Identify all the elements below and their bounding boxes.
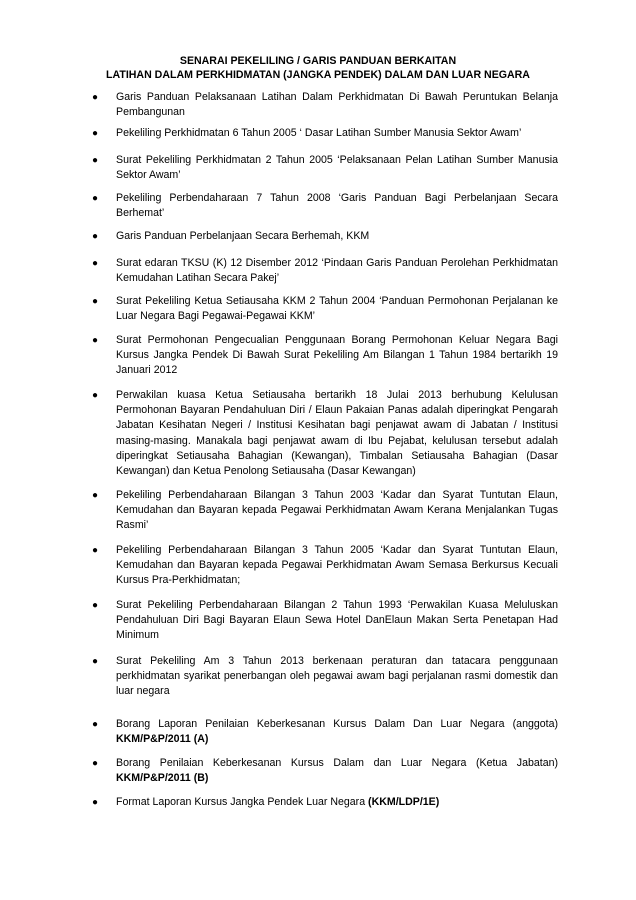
item-text: Perwakilan kuasa Ketua Setiausaha bertarikh 18 Julai 2013 berhubung Kelulusan Permohonan Bayaran Pendahuluan Diri / Elaun Pakaian Panas adalah diperingkat Pengarah Jabatan Kesihatan Negeri / Institusi Kesihatan bagi penjawat awam di Jabatan / Institusi masing-masing. Manakala bagi penjawat awam di Ibu Pejabat, kelulusan tersebut adalah diperingkat Setiausaha Bahagian (Kewangan), Timbalan Setiausaha Bahagian (Dasar Kewangan) dan Ketua Penolong Setiausaha (Dasar Kewangan) [116, 389, 558, 478]
bullet-icon: ● [92, 390, 99, 401]
list-item [92, 795, 558, 810]
bullet-icon: ● [92, 155, 99, 166]
bullet-icon: ● [92, 656, 99, 667]
list-item [92, 153, 558, 183]
list-item [92, 126, 558, 141]
item-text: Garis Panduan Pelaksanaan Latihan Dalam Perkhidmatan Di Bawah Peruntukan Belanja Pembangunan [116, 91, 558, 119]
item-text: Pekeliling Perkhidmatan 6 Tahun 2005 ‘ Dasar Latihan Sumber Manusia Sektor Awam’ [116, 127, 522, 139]
bullet-icon: ● [92, 797, 99, 808]
list-item [92, 256, 558, 286]
bullet-icon: ● [92, 719, 99, 730]
bullet-icon: ● [92, 231, 99, 242]
item-text: Garis Panduan Perbelanjaan Secara Berhemah, KKM [116, 230, 370, 242]
bullet-icon: ● [92, 128, 99, 139]
list-item [92, 294, 558, 324]
bullet-icon: ● [92, 600, 99, 611]
bullet-icon: ● [92, 296, 99, 307]
list-item [92, 654, 558, 700]
bullet-icon: ● [92, 545, 99, 556]
bullet-icon: ● [92, 193, 99, 204]
list-item [92, 333, 558, 379]
item-text: Borang Laporan Penilaian Keberkesanan Kursus Dalam Dan Luar Negara (anggota) [116, 718, 558, 730]
item-text: Pekeliling Perbendaharaan 7 Tahun 2008 ‘Garis Panduan Bagi Perbelanjaan Secara Berhemat’ [116, 192, 558, 220]
title-line-2: LATIHAN DALAM PERKHIDMATAN (JANGKA PENDEK) DALAM DAN LUAR NEGARA [106, 68, 530, 81]
list-item [92, 229, 558, 244]
item-code: KKM/P&P/2011 (B) [116, 772, 209, 785]
list-item [92, 756, 558, 786]
item-text: Surat Pekeliling Ketua Setiausaha KKM 2 Tahun 2004 ‘Panduan Permohonan Perjalanan ke Luar Negara Bagi Pegawai-Pegawai KKM’ [116, 295, 558, 323]
bullet-icon: ● [92, 92, 99, 103]
item-text: Format Laporan Kursus Jangka Pendek Luar Negara [116, 796, 369, 808]
document-title [60, 55, 576, 82]
item-text: Surat Permohonan Pengecualian Penggunaan Borang Permohonan Keluar Negara Bagi Kursus Jangka Pendek Di Bawah Surat Pekeliling Am Bilangan 1 Tahun 1984 bertarikh 19 Januari 2012 [116, 334, 558, 377]
list-item [92, 717, 558, 747]
item-text: Pekeliling Perbendaharaan Bilangan 3 Tahun 2003 ‘Kadar dan Syarat Tuntutan Elaun, Kemudahan dan Bayaran kepada Pegawai Perkhidmatan Awam Kerana Menjalankan Tugas Rasmi’ [116, 489, 558, 532]
list-item [92, 388, 558, 479]
bullet-icon: ● [92, 758, 99, 769]
list-item [92, 598, 558, 644]
bullet-icon: ● [92, 490, 99, 501]
list-item [92, 90, 558, 120]
item-code: (KKM/LDP/1E) [368, 796, 440, 808]
list-item [92, 488, 558, 534]
bullet-icon: ● [92, 258, 99, 269]
title-line-1: SENARAI PEKELILING / GARIS PANDUAN BERKAITAN [179, 55, 457, 67]
item-text: Surat edaran TKSU (K) 12 Disember 2012 ‘Pindaan Garis Panduan Perolehan Perkhidmatan Kemudahan Latihan Secara Pakej’ [116, 257, 558, 285]
list-item [92, 543, 558, 589]
bullet-icon: ● [92, 335, 99, 346]
item-text: Surat Pekeliling Am 3 Tahun 2013 berkenaan peraturan dan tatacara penggunaan perkhidmatan syarikat penerbangan oleh pegawai awam bagi perjalanan rasmi domestik dan luar negara [116, 655, 558, 698]
item-text: Borang Penilaian Keberkesanan Kursus Dalam dan Luar Negara (Ketua Jabatan) [116, 757, 558, 769]
item-text: Pekeliling Perbendaharaan Bilangan 3 Tahun 2005 ‘Kadar dan Syarat Tuntutan Elaun, Kemudahan dan Bayaran kepada Pegawai Perkhidmatan Awam Semasa Berkursus Kecuali Kursus Pra-Perkhidmatan; [116, 544, 558, 587]
item-text: Surat Pekeliling Perkhidmatan 2 Tahun 2005 ‘Pelaksanaan Pelan Latihan Sumber Manusia Sektor Awam’ [116, 154, 558, 182]
item-text: Surat Pekeliling Perbendaharaan Bilangan 2 Tahun 1993 ‘Perwakilan Kuasa Meluluskan Pendahuluan Diri Bagi Bayaran Elaun Sewa Hotel DanElaun Makan Serta Penetapan Had Minimum [116, 599, 558, 642]
list-item [92, 191, 558, 221]
item-code: KKM/P&P/2011 (A) [116, 733, 209, 746]
